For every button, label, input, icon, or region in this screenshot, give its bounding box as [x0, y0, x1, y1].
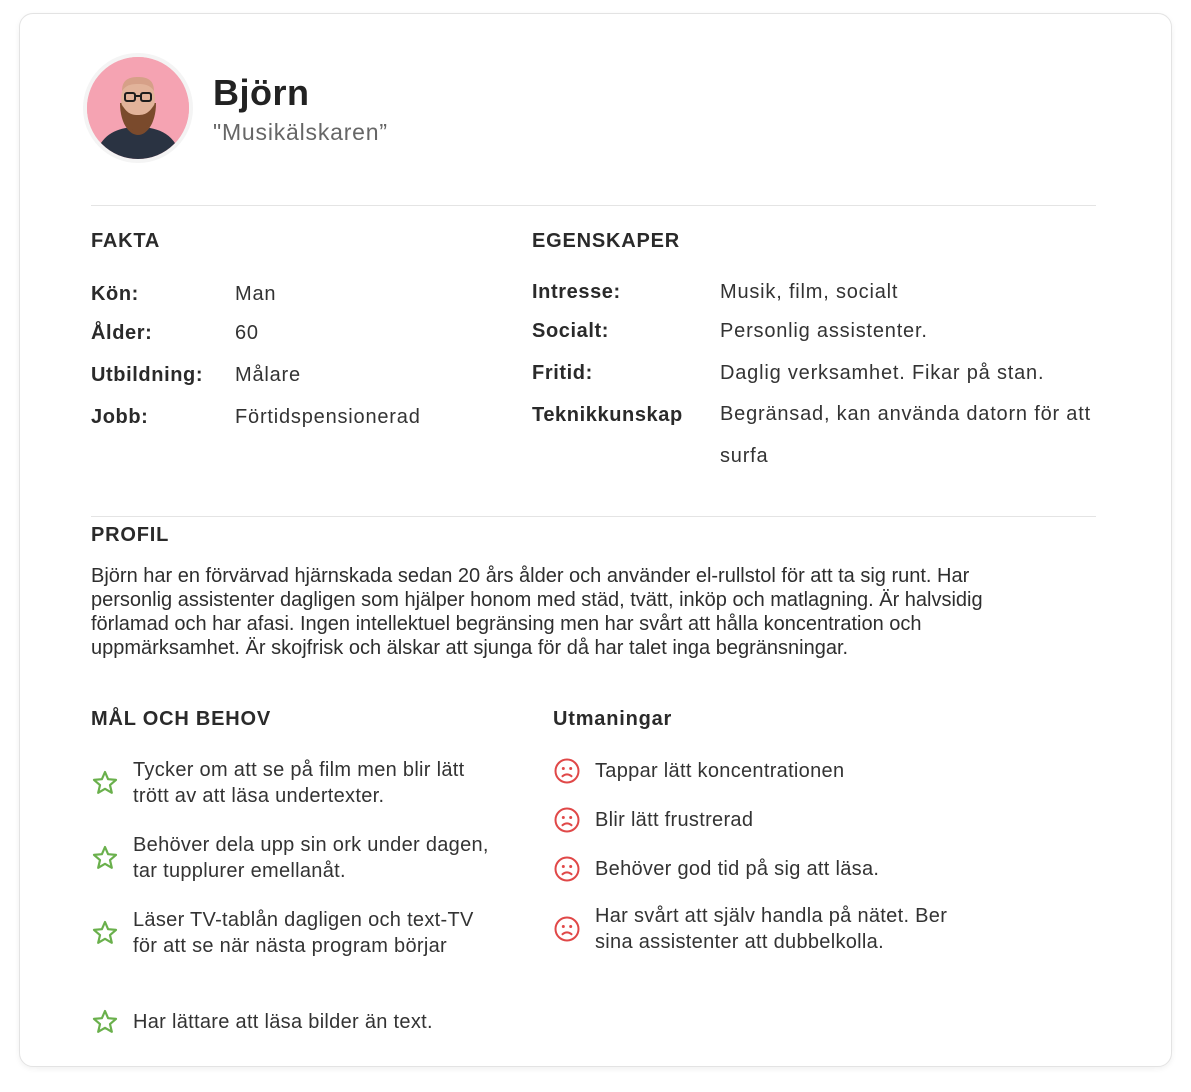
challenge-item — [553, 855, 879, 883]
goal-text: Behöver dela upp sin ork under dagen, tar tupplurer emellanåt. — [133, 834, 489, 882]
fact-value: 60 — [235, 322, 259, 344]
trait-label: Fritid: — [532, 362, 593, 384]
fact-label: Kön: — [91, 283, 139, 305]
fact-label: Ålder: — [91, 322, 153, 344]
challenge-item — [553, 757, 844, 785]
challenge-item — [553, 806, 753, 834]
goals-title: MÅL OCH BEHOV — [91, 708, 272, 730]
challenge-item — [553, 903, 975, 955]
star-icon — [91, 769, 119, 797]
profile-text: Björn har en förvärvad hjärnskada sedan 20 års ålder och använder el-rullstol för att ta sig runt. Har personlig assistenter dagligen som hjälper honom med städ, tvätt, inköp och matlagning. Är halvsidig förlamad och har afasi. Ingen intellektuel begränsing men har svårt att hålla koncentration och uppmärksamhet. Är skojfrisk och älskar att sjunga för då har talet inga begränsningar. — [91, 565, 983, 659]
challenge-text: Har svårt att själv handla på nätet. Ber sina assistenter att dubbelkolla. — [595, 905, 948, 953]
trait-value: Personlig assistenter. — [720, 320, 928, 342]
challenges-title: Utmaningar — [553, 708, 673, 730]
goal-text: Tycker om att se på film men blir lätt trött av att läsa undertexter. — [133, 759, 465, 807]
sad-face-icon — [553, 915, 581, 943]
portrait-image — [87, 57, 189, 159]
trait-label: Intresse: — [532, 281, 621, 303]
trait-label: Socialt: — [532, 320, 610, 342]
avatar — [87, 57, 189, 159]
trait-value: Daglig verksamhet. Fikar på stan. — [720, 362, 1045, 384]
challenge-text: Behöver god tid på sig att läsa. — [595, 858, 880, 880]
trait-label: Teknikkunskap — [532, 404, 683, 426]
divider — [91, 516, 1096, 517]
fact-label: Utbildning: — [91, 364, 204, 386]
sad-face-icon — [553, 757, 581, 785]
fact-value: Förtidspensionerad — [235, 406, 421, 428]
goal-text: Läser TV-tablån dagligen och text-TV för att se när nästa program börjar — [133, 909, 474, 957]
sad-face-icon — [553, 855, 581, 883]
star-icon — [91, 1008, 119, 1036]
goal-text: Har lättare att läsa bilder än text. — [133, 1011, 433, 1033]
sad-face-icon — [553, 806, 581, 834]
fact-value: Man — [235, 283, 277, 305]
star-icon — [91, 919, 119, 947]
trait-value: Musik, film, socialt — [720, 281, 899, 303]
goal-item — [91, 757, 493, 809]
challenge-text: Tappar lätt koncentrationen — [595, 760, 845, 782]
challenge-text: Blir lätt frustrerad — [595, 809, 754, 831]
facts-title: FAKTA — [91, 230, 161, 252]
persona-nickname: "Musikälskaren” — [213, 119, 388, 145]
fact-value: Målare — [235, 364, 301, 386]
goal-item — [91, 907, 493, 959]
persona-name: Björn — [213, 72, 310, 113]
traits-title: EGENSKAPER — [532, 230, 681, 252]
goal-item — [91, 1008, 493, 1036]
trait-value: Begränsad, kan använda datorn för att surfa — [720, 403, 1091, 467]
divider — [91, 205, 1096, 206]
goal-item — [91, 832, 493, 884]
star-icon — [91, 844, 119, 872]
profile-title: PROFIL — [91, 524, 170, 546]
fact-label: Jobb: — [91, 406, 149, 428]
